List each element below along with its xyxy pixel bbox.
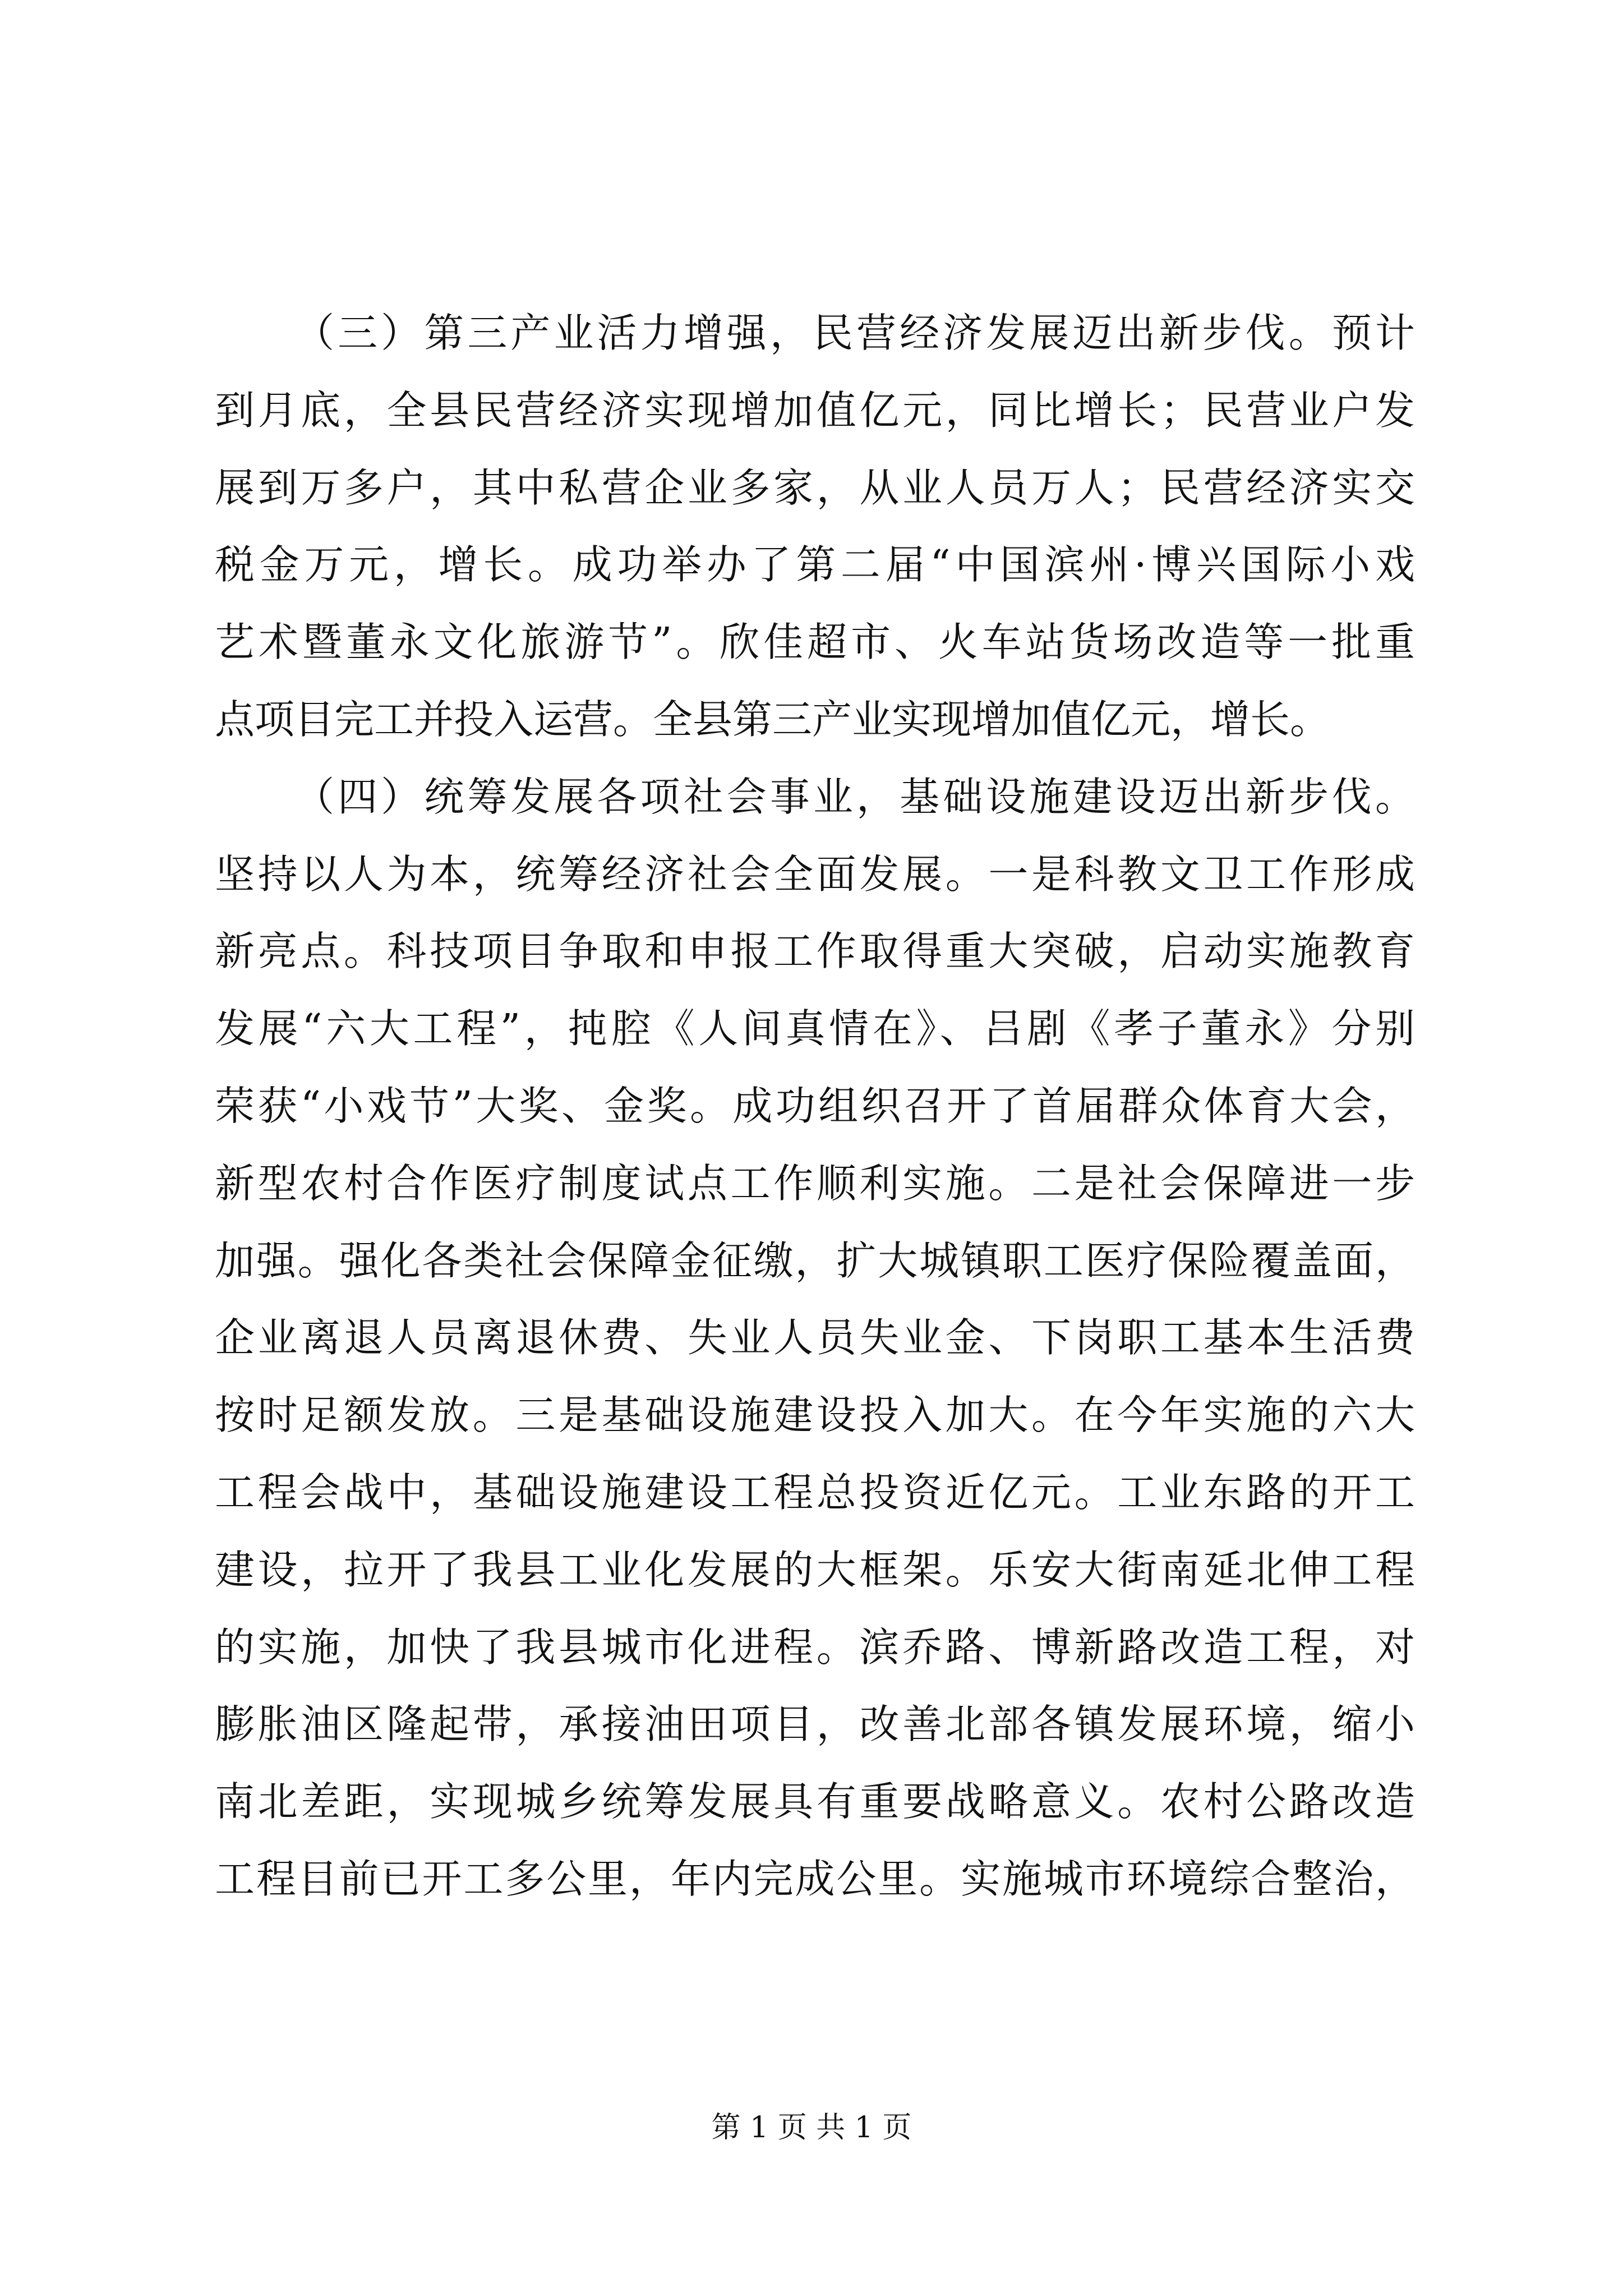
paragraph-4-line-1: （四）统筹发展各项社会事业，基础设施建设迈出新步伐。 [294, 773, 1415, 820]
paragraph-4-line-8: 企业离退人员离退休费、失业人员失业金、下岗职工基本生活费 [215, 1314, 1415, 1361]
paragraph-4-line-2: 坚持以人为本，统筹经济社会全面发展。一是科教文卫工作形成 [215, 850, 1415, 898]
paragraph-3-line-1: （三）第三产业活力增强，民营经济发展迈出新步伐。预计 [294, 310, 1415, 356]
paragraph-4-line-13: 膨胀油区隆起带，承接油田项目，改善北部各镇发展环境，缩小 [215, 1701, 1415, 1748]
page-number-footer: 第 1 页 共 1 页 [711, 2111, 912, 2145]
paragraph-4-line-11: 建设，拉开了我县工业化发展的大框架。乐安大街南延北伸工程 [215, 1546, 1415, 1593]
paragraph-4-line-5: 荣获“小戏节”大奖、金奖。成功组织召开了首届群众体育大会， [215, 1082, 1415, 1129]
paragraph-3-line-3: 展到万多户，其中私营企业多家，从业人员万人；民营经济实交 [215, 464, 1415, 511]
paragraph-4-line-10: 工程会战中，基础设施建设工程总投资近亿元。工业东路的开工 [215, 1469, 1415, 1516]
paragraph-4-line-15: 工程目前已开工多公里，年内完成公里。实施城市环境综合整治， [215, 1855, 1415, 1902]
paragraph-4-line-6: 新型农村合作医疗制度试点工作顺利实施。二是社会保障进一步 [215, 1159, 1415, 1207]
paragraph-4-line-3: 新亮点。科技项目争取和申报工作取得重大突破，启动实施教育 [215, 928, 1415, 975]
paragraph-3-line-4: 税金万元，增长。成功举办了第二届“中国滨州·博兴国际小戏 [215, 541, 1415, 588]
paragraph-4-line-14: 南北差距，实现城乡统筹发展具有重要战略意义。农村公路改造 [215, 1778, 1415, 1825]
paragraph-4-line-7: 加强。强化各类社会保障金征缴，扩大城镇职工医疗保险覆盖面， [215, 1237, 1415, 1284]
paragraph-4-line-9: 按时足额发放。三是基础设施建设投入加大。在今年实施的六大 [215, 1392, 1415, 1439]
paragraph-3-line-5: 艺术暨董永文化旅游节”。欣佳超市、火车站货场改造等一批重 [215, 619, 1415, 666]
paragraph-3-line-2: 到月底，全县民营经济实现增加值亿元，同比增长；民营业户发 [215, 386, 1415, 434]
document-body [215, 295, 1415, 1918]
paragraph-4-line-12: 的实施，加快了我县城市化进程。滨乔路、博新路改造工程，对 [215, 1623, 1415, 1671]
paragraph-4-line-4: 发展“六大工程”，扽腔《人间真情在》、吕剧《孝子董永》分别 [215, 1005, 1415, 1052]
paragraph-3-line-6: 点项目完工并投入运营。全县第三产业实现增加值亿元，增长。 [215, 696, 1330, 743]
